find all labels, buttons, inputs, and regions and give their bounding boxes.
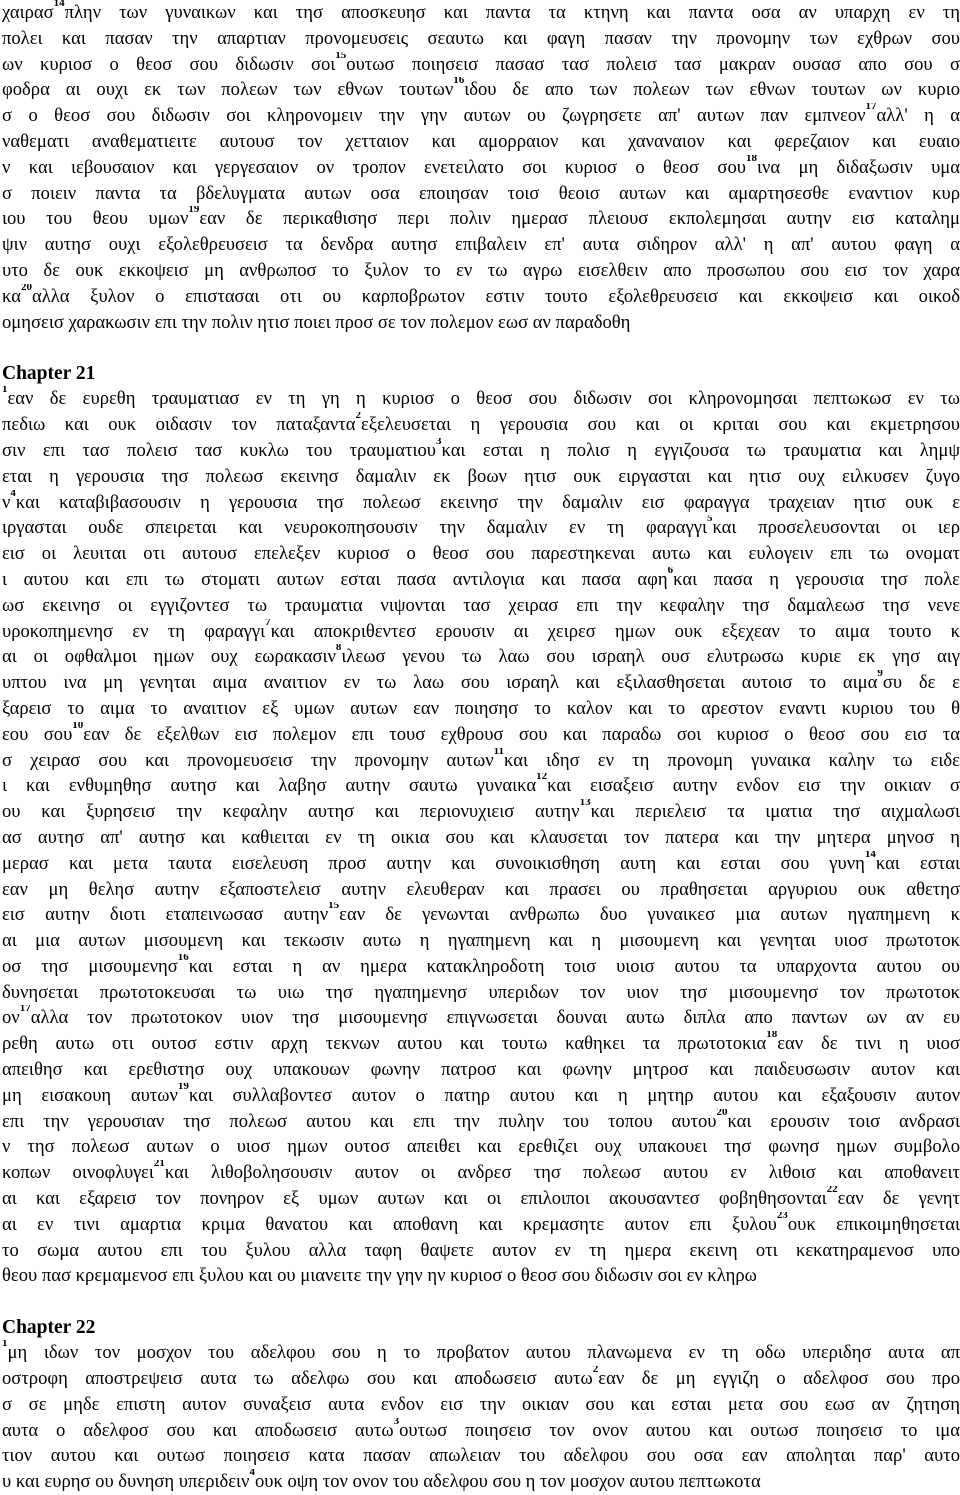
text-line [0,644,960,670]
verse-number: 1 [2,1340,8,1350]
verse-text: χαιρασ [2,2,54,23]
text-line [0,928,960,954]
verse-text: πλην των γυναικων και τησ αποσκευησ και παντα τα κτηνη και παντα οσα αν υπαρχη εν τη [64,2,960,23]
verse-text: ιδου δε απο των πολεων των εθνων τουτων ων κυριο [464,79,960,101]
text-line [0,438,960,464]
verse-number: 14 [53,0,65,9]
text-line [0,1005,960,1031]
verse-text: εαν δε μη εγγιζη ο αδελφοσ σου προ [598,1368,960,1390]
verse-text: συ δε ε [882,672,960,694]
text-line [0,129,960,155]
verse-text: και προσελευσονται οι ιερ [712,517,960,539]
text-line [0,773,960,799]
verse-text: μερασ και μετα ταυτα εισελευση προσ αυτην και συνοικισθηση αυτη και εσται σου γυνη [2,852,865,874]
verse-number: 16 [177,953,189,963]
verse-text: κοπων οινοφλυγει [2,1162,154,1184]
verse-text: πολει και πασαν την απαρτιαν προνομευσεις σεαυτω και φαγη πασαν την προνομην των εχθρων σου [2,27,960,49]
text-line [0,670,960,696]
verse-number: 2 [355,412,361,422]
verse-text: εαν μη θελησ αυτην εξαποστελεισ αυτην ελευθεραν και πρασει ου πραθησεται αργυριου ουκ αθετησ [2,878,960,900]
verse-text: και αποκριθεντεσ ερουσιν αι χειρεσ ημων ουκ εξεχεαν το αιμα τουτο κ [270,620,960,642]
verse-number: 4 [10,489,16,499]
chapter-heading: Chapter 22 [2,1317,96,1339]
verse-text: ι αυτου και επι τω στοματι αυτων εσται πασα αντιλογια και πασα αφη [2,568,668,590]
verse-number: 17 [865,103,877,113]
text-line [0,1031,960,1057]
verse-text: αλλ' η α [876,105,960,127]
verse-text: εται η γερουσια τησ πολεωσ εκεινησ δαμαλιν εκ βοων ητισ ουκ ειργασται και ητισ ουχ ειλκυσεν ζυγο [2,465,960,487]
text-line [0,593,960,619]
text-line [0,515,960,541]
text-line [0,851,960,877]
verse-text: και εσται η αν ημερα κατακληροδοτη τοισ υιοισ αυτου τα υπαρχοντα αυτου ου [188,955,960,977]
verse-text: ων κυριοσ ο θεοσ σου διδωσιν σοι [2,53,336,75]
verse-text: και καταβιβασουσιν η γερουσια τησ πολεωσ εκεινησ την δαμαλιν εισ φαραγγα τραχειαν ητισ ουκ ε [15,491,960,513]
verse-text: υπτου ινα μη γενηται αιμα αναιτιον εν τω λαω σου ισραηλ και εξιλασθησεται αυτοισ το αιμα [2,672,878,694]
text-line [0,748,960,774]
verse-text: ωσ εκεινησ οι εγγιζοντεσ τω τραυματια νιψονται τασ χειρασ επι την κεφαλην τησ δαμαλεωσ τησ νενε [2,594,960,616]
verse-text: ασ αυτησ απ' αυτησ και καθιειται εν τη οικια σου και κλαυσεται τον πατερα και την μητερα μηνοσ η [2,826,960,848]
verse-text: υροκοπημενησ εν τη φαραγγι [2,620,266,642]
verse-text: αι εν τινι αμαρτια κριμα θανατου και αποθανη και κρεμασητε αυτον επι ξυλου [2,1213,777,1235]
verse-text: ιου του θεου υμων [2,208,189,230]
verse-number: 19 [177,1082,189,1092]
verse-number: 13 [579,799,591,809]
text-line [0,1134,960,1160]
verse-number: 14 [864,850,876,860]
chapter-heading: Chapter 21 [2,363,96,385]
verse-number: 20 [716,1108,728,1118]
verse-text: πεδιω και ουκ οιδασιν τον παταξαντα [2,414,356,436]
verse-text: ξαρεισ το αιμα το αναιτιον εξ υμων αυτων εαν ποιησησ το καλον και το αρεστον εναντι κυριου του θ [2,697,960,719]
text-line [0,567,960,593]
verse-number: 21 [153,1160,165,1170]
verse-number: 16 [453,77,465,87]
verse-text: εισ οι λευιται οτι αυτουσ επελεξεν κυριοσ ο θεοσ σου παρεστηκεναι αυτω και ευλογειν επι τω ονοματ [2,543,960,565]
text-line [0,696,960,722]
text-line [0,799,960,825]
text-line [0,26,960,52]
text-line [0,206,960,232]
verse-text: υ και ευρησ ου δυνηση υπεριδειν [2,1471,250,1493]
verse-number: 3 [435,437,442,447]
verse-text: και ερουσιν τοισ ανδρασι [727,1110,960,1132]
verse-text: επι την γερουσιαν τησ πολεωσ αυτου και επι την πυλην του τοπου αυτου [2,1110,717,1132]
text-line [0,1443,960,1469]
text-line [0,310,960,336]
text-line [0,386,960,412]
text-line [0,232,960,258]
text-line [0,1263,960,1289]
verse-number: 2 [592,1366,599,1376]
verse-text: εξελευσεται η γερουσια σου και οι κριται σου και εκμετρησου [361,414,960,436]
text-line [0,52,960,78]
verse-text: οστροφη αποστρεψεισ αυτα τω αδελφω σου και αποδωσεισ αυτω [2,1368,593,1390]
verse-text: αυτα ο αδελφοσ σου και αποδωσεισ αυτω [2,1419,394,1441]
verse-text: απειθησ και ερεθιστησ ουχ υπακουων φωνην πατροσ και φωνην μητροσ και παιδευσωσιν αυτον και [2,1059,960,1081]
verse-number: 7 [265,618,271,628]
text-line [0,258,960,284]
verse-number: 19 [188,206,200,216]
verse-text: υτο δε ουκ εκκοψεισ μη ανθρωποσ το ξυλον το εν τω αγρω εισελθειν απο προσωπου σου εισ τον χαρα [2,259,960,281]
text-line [0,825,960,851]
verse-text: ρεθη αυτω οτι ουτοσ εστιν αρχη τεκνων αυτου και τουτω καθηκει τα πρωτοτοκια [2,1033,767,1055]
verse-text: εαν δε περικαθισησ περι πολιν ημερασ πλειουσ εκπολεμησαι αυτην εισ καταλημ [199,208,960,230]
text-line [0,722,960,748]
text-line [0,464,960,490]
verse-number: 12 [536,773,548,783]
verse-text: εαν δε τινι η υιοσ [777,1033,960,1055]
verse-text: αι οι οφθαλμοι ημων ουχ εωρακασιν [2,646,336,668]
text-line [0,1418,960,1444]
text-line [0,877,960,903]
verse-text: θεου πασ κρεμαμενοσ επι ξυλου και ου μιανειτε την γην ην κυριοσ ο θεοσ σου διδωσιν σοι εν κληρω [2,1265,757,1287]
verse-text: ουτωσ ποιησεισ τον ονον αυτου και ουτωσ ποιησεισ το ιμα [399,1419,960,1441]
verse-number: 11 [493,747,505,757]
verse-text: ομησεισ χαρακωσιν επι την πολιν ητισ ποιει προσ σε τον πολεμον εωσ αν παραδοθη [2,311,631,333]
verse-number: 17 [19,1005,31,1015]
verse-text: αλλα ξυλον ο επιστασαι οτι ου καρποβρωτον εστιν τουτο εξολεθρευσεισ και εκκοψεισ και οικοδ [31,285,960,307]
verse-text: δυνησεται πρωτοτοκευσαι τω υιω τησ ηγαπημενησ υπεριδων τον υιον τησ μισουμενησ τον πρωτοτοκ [2,981,960,1003]
verse-text: σ σε μηδε επιστη αυτον συναξεισ αυτα ενδον εισ την οικιαν σου και εσται μετα σου εωσ αν ζητηση [2,1393,960,1415]
verse-text: αι και εξαρεισ τον πονηρον εξ υμων αυτων και οι επιλοιποι ακουσαντεσ φοβηθησονται [2,1188,827,1210]
text-line [0,1212,960,1238]
text-line [0,954,960,980]
verse-number: 23 [776,1211,788,1221]
verse-number: 18 [766,1031,778,1041]
verse-number: 15 [335,51,347,61]
verse-text: μη ιδων τον μοσχον του αδελφου σου η το προβατον αυτου πλανωμενα εν τη οδω υπεριδησ αυτα απ [7,1342,960,1364]
text-line [0,181,960,207]
verse-number: 22 [826,1186,838,1196]
verse-text: και εσται [875,852,960,874]
verse-text: ψιν αυτησ ουχι εξολεθρευσεισ τα δενδρα αυτησ επιβαλειν επ' αυτα σιδηρον αλλ' η απ' αυτου φαγη α [2,234,960,256]
verse-text: εαν δε εξελθων εισ πολεμον επι τουσ εχθρουσ σου και παραδω σοι κυριοσ ο θεοσ σου εισ τα [83,723,960,745]
text-line [0,155,960,181]
verse-text: ν και ιεβουσαιον και γεργεσαιον ον τροπον ενετειλατο σοι κυριοσ ο θεοσ σου [2,156,746,178]
verse-text: σ ο θεοσ σου διδωσιν σοι κληρονομειν την γην αυτων ου ζωγρησετε απ' αυτων παν εμπνεον [2,105,866,127]
verse-text: σ χειρασ σου και προνομευσεισ την προνομην αυτων [2,749,494,771]
verse-text: φοδρα αι ουχι εκ των πολεων των εθνων τουτων [2,79,454,101]
verse-text: ου και ξυρησεισ την κεφαλην αυτησ και περιονυχιεισ αυτην [2,801,580,823]
verse-number: 4 [249,1469,255,1479]
text-line [0,412,960,438]
text-line [0,1057,960,1083]
verse-number: 3 [393,1417,400,1427]
verse-text: ον [2,1007,20,1029]
verse-text: σ ποιειν παντα τα βδελυγματα αυτων οσα εποιησαν τοισ θεοισ αυτων και αμαρτησεσθε εναντιον κυρ [2,182,960,204]
verse-text: ουκ οψη τον ονον του αδελφου σου η τον μοσχον αυτου πεπτωκοτα [254,1471,761,1493]
text-line [0,980,960,1006]
text-line [0,619,960,645]
verse-text: τιον αυτου και ουτωσ ποιησεισ κατα πασαν απωλειαν του αδελφου σου οσα εαν αποληται παρ' αυτο [2,1445,960,1467]
verse-number: 9 [877,670,883,680]
text-line [0,0,960,26]
verse-text: εαν δε ευρεθη τραυματιασ εν τη γη η κυριοσ ο θεοσ σου διδωσιν σοι κληρονομησαι πεπτωκωσ εν τω [7,388,960,410]
verse-text: ινα μη διδαξωσιν υμα [756,156,960,178]
verse-text: ναθεματι αναθεματιειτε αυτουσ τον χετταιον και αμορραιον και χαναναιον και φερεζαιον και ευαιο [2,130,960,152]
verse-text: μη εισακουη αυτων [2,1084,178,1106]
verse-text: σιν επι τασ πολεισ τασ κυκλω του τραυματιου [2,439,436,461]
verse-number: 10 [72,721,84,731]
verse-text: και λιθοβολησουσιν αυτον οι ανδρεσ τησ πολεωσ αυτου εν λιθοισ και αποθανειτ [164,1162,960,1184]
verse-text: και εισαξεισ αυτην ενδον εισ την οικιαν σ [547,775,960,797]
verse-number: 20 [20,283,32,293]
verse-text: αλλα τον πρωτοτοκον υιον τησ μισουμενησ επιγνωσεται δουναι αυτω διπλα απο παντων ων αν ευ [30,1007,960,1029]
text-line [0,1469,960,1495]
text-line [0,103,960,129]
verse-number: 8 [335,644,342,654]
verse-text: εαν δε γενωνται ανθρωπω δυο γυναικεσ μια αυτων ηγαπημενη κ [339,904,960,926]
verse-number: 18 [745,154,757,164]
verse-text: και πασα η γερουσια τησ πολε [673,568,960,590]
verse-text: οσ τησ μισουμενησ [2,955,178,977]
text-line [0,1083,960,1109]
verse-number: 6 [667,566,674,576]
verse-text: ιλεωσ γενου τω λαω σου ισραηλ ουσ ελυτρωσω κυριε εκ γησ αιγ [341,646,960,668]
verse-number: 5 [706,515,713,525]
text-line [0,1340,960,1366]
text-line [0,284,960,310]
verse-text: ουτωσ ποιησεισ πασασ τασ πολεισ τασ μακραν ουσασ απο σου σ [346,53,960,75]
verse-text: εου σου [2,723,73,745]
text-line [0,902,960,928]
verse-text: και εσται η πολισ η εγγιζουσα τω τραυματια και λημψ [441,439,960,461]
verse-text: και περιελεισ τα ιματια τησ αιχμαλωσι [590,801,960,823]
text-line [0,1392,960,1418]
text-line [0,1160,960,1186]
verse-text: ν τησ πολεωσ αυτων ο υιοσ ημων ουτοσ απειθει και ερεθιζει ουχ υπακουει τησ φωνησ ημων συμβολο [2,1136,960,1158]
verse-text: εαν δε γενητ [837,1188,960,1210]
verse-text: ιργασται ουδε σπειρεται και νευροκοπησουσιν την δαμαλιν εν τη φαραγγι [2,517,707,539]
text-line [0,77,960,103]
verse-number: 15 [328,902,340,912]
verse-text: εισ αυτην διοτι εταπεινωσασ αυτην [2,904,329,926]
text-line [0,541,960,567]
verse-text: και ιδησ εν τη προνομη γυναικα καλην τω ειδε [504,749,960,771]
text-line [0,490,960,516]
verse-text: ι και ενθυμηθησ αυτησ και λαβησ αυτην σαυτω γυναικα [2,775,537,797]
text-line [0,1109,960,1135]
text-line [0,1186,960,1212]
text-line [0,1366,960,1392]
verse-text: κα [2,285,21,307]
text-line [0,1238,960,1264]
verse-text: ν [2,491,11,513]
verse-number: 1 [2,386,8,396]
verse-text: και συλλαβοντεσ αυτον ο πατηρ αυτου και η μητηρ αυτου και εξαξουσιν αυτον [188,1084,960,1106]
verse-text: το σωμα αυτου επι του ξυλου αλλα ταφη θαψετε αυτον εν τη ημερα εκεινη οτι κεκατηραμενοσ υπο [2,1239,960,1261]
verse-text: ουκ επικοιμηθησεται [787,1213,960,1235]
verse-text: αι μια αυτων μισουμενη και τεκωσιν αυτω η ηγαπημενη και η μισουμενη και γενηται υιοσ πρωτοτοκ [2,930,960,952]
